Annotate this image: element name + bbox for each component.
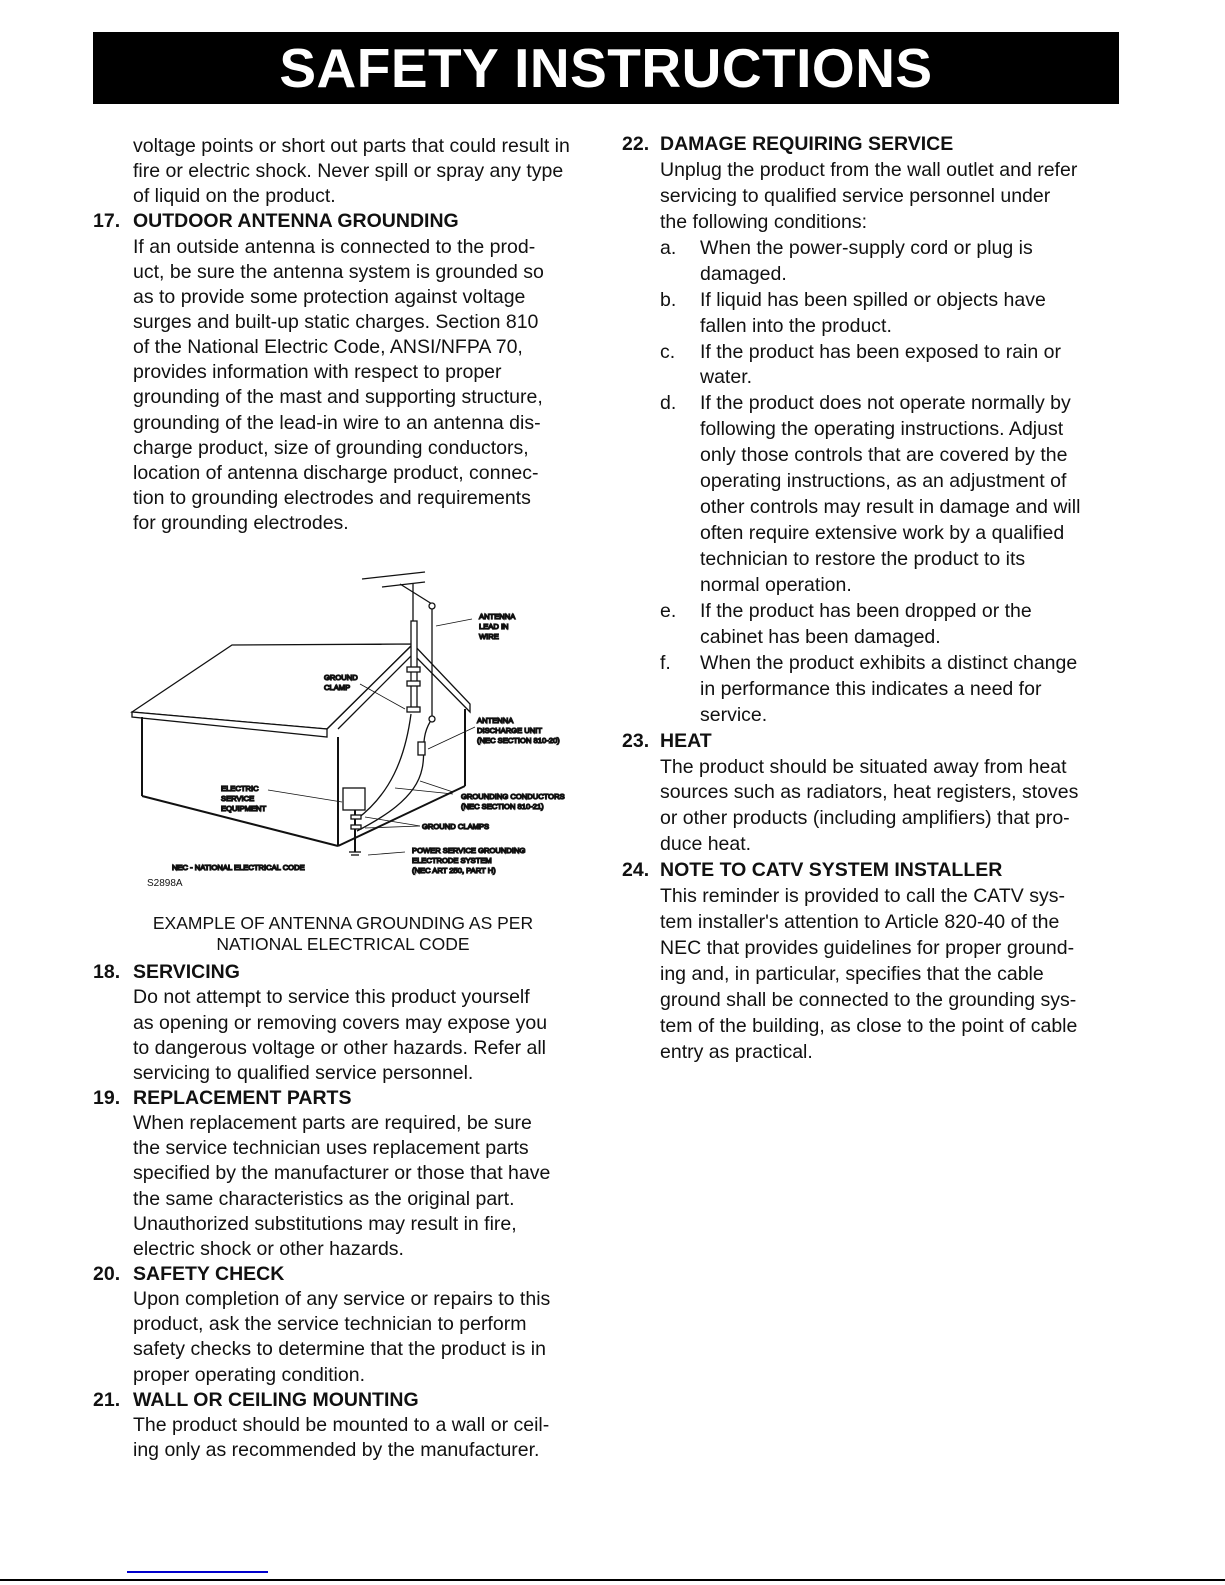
list-item-text: If the product has been exposed to rain or — [700, 340, 1061, 363]
section-heading — [622, 858, 1080, 884]
list-letter: a. — [660, 236, 677, 259]
list-item-line — [700, 625, 1080, 651]
paragraph-line: Do not attempt to service this product yourself — [133, 986, 530, 1009]
list-item-line — [700, 469, 1080, 495]
label-grounding-conductors: GROUNDING CONDUCTORS (NEC SECTION 810-21) — [461, 792, 565, 812]
list-item-line — [700, 314, 1080, 340]
section-heading — [93, 1086, 593, 1111]
section-heading — [93, 1262, 593, 1287]
paragraph-line: NEC that provides guidelines for proper ground- — [660, 937, 1075, 960]
label-antenna-lead-in: ANTENNA LEAD IN WIRE — [479, 612, 515, 642]
section-number: 23. — [622, 729, 650, 752]
paragraph-line: the same characteristics as the original part. — [133, 1187, 515, 1210]
paragraph-line: tem installer's attention to Article 820-40 of the — [660, 911, 1060, 934]
left-column — [93, 134, 593, 1463]
list-item-line — [660, 599, 1080, 625]
label-nec: NEC - NATIONAL ELECTRICAL CODE — [172, 863, 305, 873]
caption-line: NATIONAL ELECTRICAL CODE — [216, 934, 470, 955]
section-number: 20. — [93, 1262, 121, 1285]
section-heading — [622, 729, 1080, 755]
paragraph-line: provides information with respect to proper — [133, 361, 502, 384]
paragraph-line: charge product, size of grounding conductors, — [133, 436, 529, 459]
paragraph-line: servicing to qualified service personnel under — [660, 184, 1051, 207]
section-heading — [93, 209, 593, 234]
list-item-line — [700, 703, 1080, 729]
paragraph-line: tem of the building, as close to the point of cable — [660, 1014, 1078, 1037]
list-item-line — [700, 417, 1080, 443]
paragraph-line: voltage points or short out parts that could result in — [133, 135, 570, 157]
antenna-mast — [343, 572, 435, 855]
list-item-line — [660, 391, 1080, 417]
paragraph-line: the service technician uses replacement parts — [133, 1137, 529, 1160]
list-item-line — [700, 365, 1080, 391]
list-item-line — [700, 573, 1080, 599]
paragraph-line: uct, be sure the antenna system is grounded so — [133, 260, 544, 283]
list-letter: c. — [660, 340, 676, 363]
list-item-line — [700, 547, 1080, 573]
caption-line: EXAMPLE OF ANTENNA GROUNDING AS PER — [152, 913, 534, 934]
section-number: 17. — [93, 210, 121, 233]
paragraph-line: If an outside antenna is connected to the prod- — [133, 235, 536, 258]
paragraph-line: to dangerous voltage or other hazards. Refer all — [133, 1036, 546, 1059]
paragraph-line: location of antenna discharge product, connec- — [133, 461, 539, 484]
list-item-line — [700, 262, 1080, 288]
list-item-text: other controls may result in damage and will — [700, 496, 1081, 519]
label-ground-clamp: GROUND CLAMP — [324, 673, 358, 693]
paragraph-line: or other products (including amplifiers) that pro- — [660, 807, 1070, 830]
list-item-line — [660, 651, 1080, 677]
list-item-text: cabinet has been damaged. — [700, 625, 941, 648]
list-item-text: in performance this indicates a need for — [700, 677, 1042, 700]
section-title: OUTDOOR ANTENNA GROUNDING — [133, 210, 459, 233]
section-heading — [93, 960, 593, 985]
antenna-grounding-diagram — [120, 559, 580, 889]
section-number: 21. — [93, 1388, 121, 1411]
page-title: SAFETY INSTRUCTIONS — [279, 37, 933, 99]
list-item-text: water. — [700, 366, 753, 389]
paragraph-line: Unplug the product from the wall outlet and refer — [660, 158, 1078, 181]
list-item-text: fallen into the product. — [700, 314, 892, 337]
paragraph-line: ing and, in particular, specifies that the cable — [660, 963, 1044, 985]
paragraph-line: entry as practical. — [660, 1040, 813, 1063]
section-heading — [622, 132, 1080, 158]
section-title: NOTE TO CATV SYSTEM INSTALLER — [660, 859, 1003, 882]
footer-link[interactable] — [127, 1571, 268, 1573]
section-title: WALL OR CEILING MOUNTING — [133, 1388, 419, 1411]
label-ground-clamps: GROUND CLAMPS — [422, 822, 490, 832]
list-item-text: technician to restore the product to its — [700, 548, 1026, 570]
paragraph-line: ground shall be connected to the grounding sys- — [660, 988, 1077, 1011]
paragraph-line: product, ask the service technician to perform — [133, 1313, 527, 1336]
paragraph-line: Unauthorized substitutions may result in fire, — [133, 1212, 517, 1235]
list-item-line — [660, 288, 1080, 314]
paragraph-line: When replacement parts are required, be sure — [133, 1112, 532, 1135]
paragraph-line: The product should be mounted to a wall or ceil- — [133, 1413, 550, 1436]
paragraph-line: sources such as radiators, heat registers, stoves — [660, 781, 1079, 804]
section-title: DAMAGE REQUIRING SERVICE — [660, 133, 954, 155]
paragraph-line: proper operating condition. — [133, 1363, 365, 1386]
paragraph-line: grounding of the mast and supporting structure, — [133, 386, 543, 409]
paragraph-line: as opening or removing covers may expose you — [133, 1011, 548, 1034]
list-letter: e. — [660, 599, 677, 622]
section-heading — [93, 1388, 593, 1413]
figure-caption — [93, 913, 593, 955]
paragraph-line: as to provide some protection against voltage — [133, 285, 526, 308]
list-item-text: When the product exhibits a distinct change — [700, 651, 1078, 674]
section-number: 19. — [93, 1086, 121, 1109]
paragraph-line: The product should be situated away from heat — [660, 755, 1067, 778]
list-item-text: normal operation. — [700, 573, 852, 596]
paragraph-line: specified by the manufacturer or those that have — [133, 1162, 551, 1185]
list-item-text: damaged. — [700, 262, 787, 285]
list-letter: f. — [660, 651, 671, 674]
section-number: 22. — [622, 133, 650, 155]
list-item-text: often require extensive work by a qualified — [700, 522, 1065, 545]
figure-code: S2898A — [147, 878, 183, 890]
list-item-line — [700, 495, 1080, 521]
list-item-text: following the operating instructions. Adjust — [700, 418, 1064, 441]
paragraph-line: fire or electric shock. Never spill or spray any type — [133, 160, 564, 183]
paragraph-line: servicing to qualified service personnel. — [133, 1061, 474, 1084]
section-number: 18. — [93, 961, 121, 984]
paragraph-line: of liquid on the product. — [133, 185, 336, 208]
paragraph-line: safety checks to determine that the product is in — [133, 1338, 546, 1361]
paragraph-line: duce heat. — [660, 833, 752, 856]
list-item-text: If the product has been dropped or the — [700, 599, 1032, 622]
page-header — [93, 32, 1119, 104]
list-item-text: only those controls that are covered by the — [700, 444, 1068, 467]
paragraph-line: of the National Electric Code, ANSI/NFPA 70, — [133, 336, 523, 359]
paragraph-line: tion to grounding electrodes and requirements — [133, 486, 531, 509]
paragraph-line: electric shock or other hazards. — [133, 1237, 404, 1260]
list-item-text: If liquid has been spilled or objects have — [700, 288, 1046, 311]
paragraph-line: surges and built-up static charges. Section 810 — [133, 310, 539, 333]
paragraph-line: for grounding electrodes. — [133, 512, 349, 535]
list-letter: d. — [660, 392, 677, 415]
section-title: HEAT — [660, 729, 712, 752]
list-item-line — [700, 443, 1080, 469]
label-power-service: POWER SERVICE GROUNDING ELECTRODE SYSTEM (NEC ART 250, PART H) — [412, 846, 526, 876]
paragraph-line: This reminder is provided to call the CATV sys- — [660, 885, 1065, 908]
paragraph-line: ing only as recommended by the manufacturer. — [133, 1438, 540, 1461]
right-column — [622, 132, 1081, 1066]
footer-rule — [0, 1579, 1225, 1581]
list-letter: b. — [660, 288, 677, 311]
list-item-text: service. — [700, 703, 768, 726]
section-title: REPLACEMENT PARTS — [133, 1086, 352, 1109]
paragraph-line: grounding of the lead-in wire to an antenna dis- — [133, 411, 541, 434]
list-item-line — [700, 677, 1080, 703]
list-item-line — [660, 340, 1080, 366]
label-discharge-unit: ANTENNA DISCHARGE UNIT (NEC SECTION 810-20) — [477, 716, 560, 746]
section-title: SAFETY CHECK — [133, 1262, 285, 1285]
section-title: SERVICING — [133, 961, 240, 984]
paragraph-line: Upon completion of any service or repairs to this — [133, 1288, 551, 1311]
list-item-line — [700, 521, 1080, 547]
section-number: 24. — [622, 859, 650, 882]
list-item-text: If the product does not operate normally by — [700, 392, 1071, 415]
list-item-text: operating instructions, as an adjustment of — [700, 470, 1067, 493]
paragraph-line: the following conditions: — [660, 210, 868, 233]
label-electric-service: ELECTRIC SERVICE EQUIPMENT — [221, 784, 267, 814]
list-item-line — [660, 236, 1080, 262]
list-item-text: When the power-supply cord or plug is — [700, 236, 1033, 259]
